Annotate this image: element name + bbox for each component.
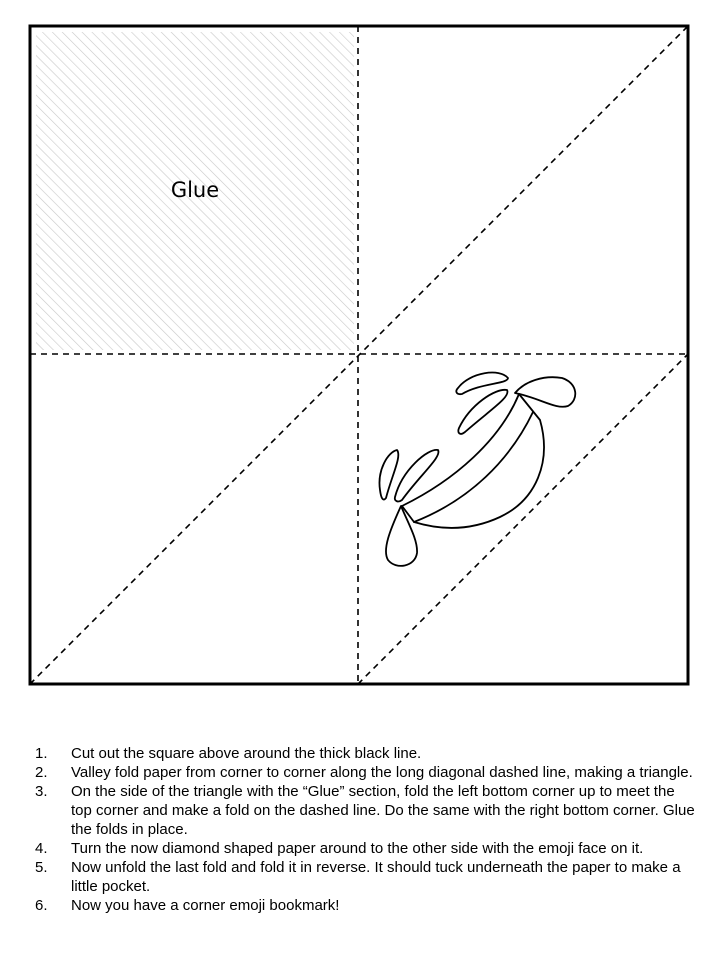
instruction-step <box>35 744 695 763</box>
step-text: Now unfold the last fold and fold it in reverse. It should tuck underneath the paper to make a little pocket. <box>71 859 681 895</box>
tear-drop-top <box>515 377 575 407</box>
step-text: Valley fold paper from corner to corner along the long diagonal dashed line, making a triangle. <box>71 764 693 781</box>
step-number: 4. <box>35 840 48 857</box>
step-number: 3. <box>35 783 48 800</box>
instruction-step <box>35 896 695 915</box>
emoji-mouth <box>402 394 544 528</box>
step-number: 6. <box>35 897 48 914</box>
instruction-step <box>35 763 695 782</box>
step-text: On the side of the triangle with the “Glue” section, fold the left bottom corner up to meet the top corner and make a fold on the dashed line. Do the same with the right bottom corner. Glue the folds in place. <box>71 783 695 838</box>
step-text: Now you have a corner emoji bookmark! <box>71 897 340 914</box>
step-number: 2. <box>35 764 48 781</box>
emoji-face <box>379 373 575 566</box>
instruction-step <box>35 782 695 839</box>
tear-drop-bottom <box>386 506 417 566</box>
instruction-step <box>35 858 695 896</box>
instructions-list <box>35 744 695 915</box>
step-number: 5. <box>35 859 48 876</box>
emoji-mouth-line-lower <box>414 412 533 522</box>
step-number: 1. <box>35 745 48 762</box>
emoji-mouth-line-upper <box>402 394 519 506</box>
step-text: Cut out the square above around the thick black line. <box>71 745 422 762</box>
instruction-step <box>35 839 695 858</box>
glue-label: Glue <box>170 178 220 202</box>
sweat-drop-4 <box>395 450 439 502</box>
step-text: Turn the now diamond shaped paper around to the other side with the emoji face on it. <box>71 840 644 857</box>
